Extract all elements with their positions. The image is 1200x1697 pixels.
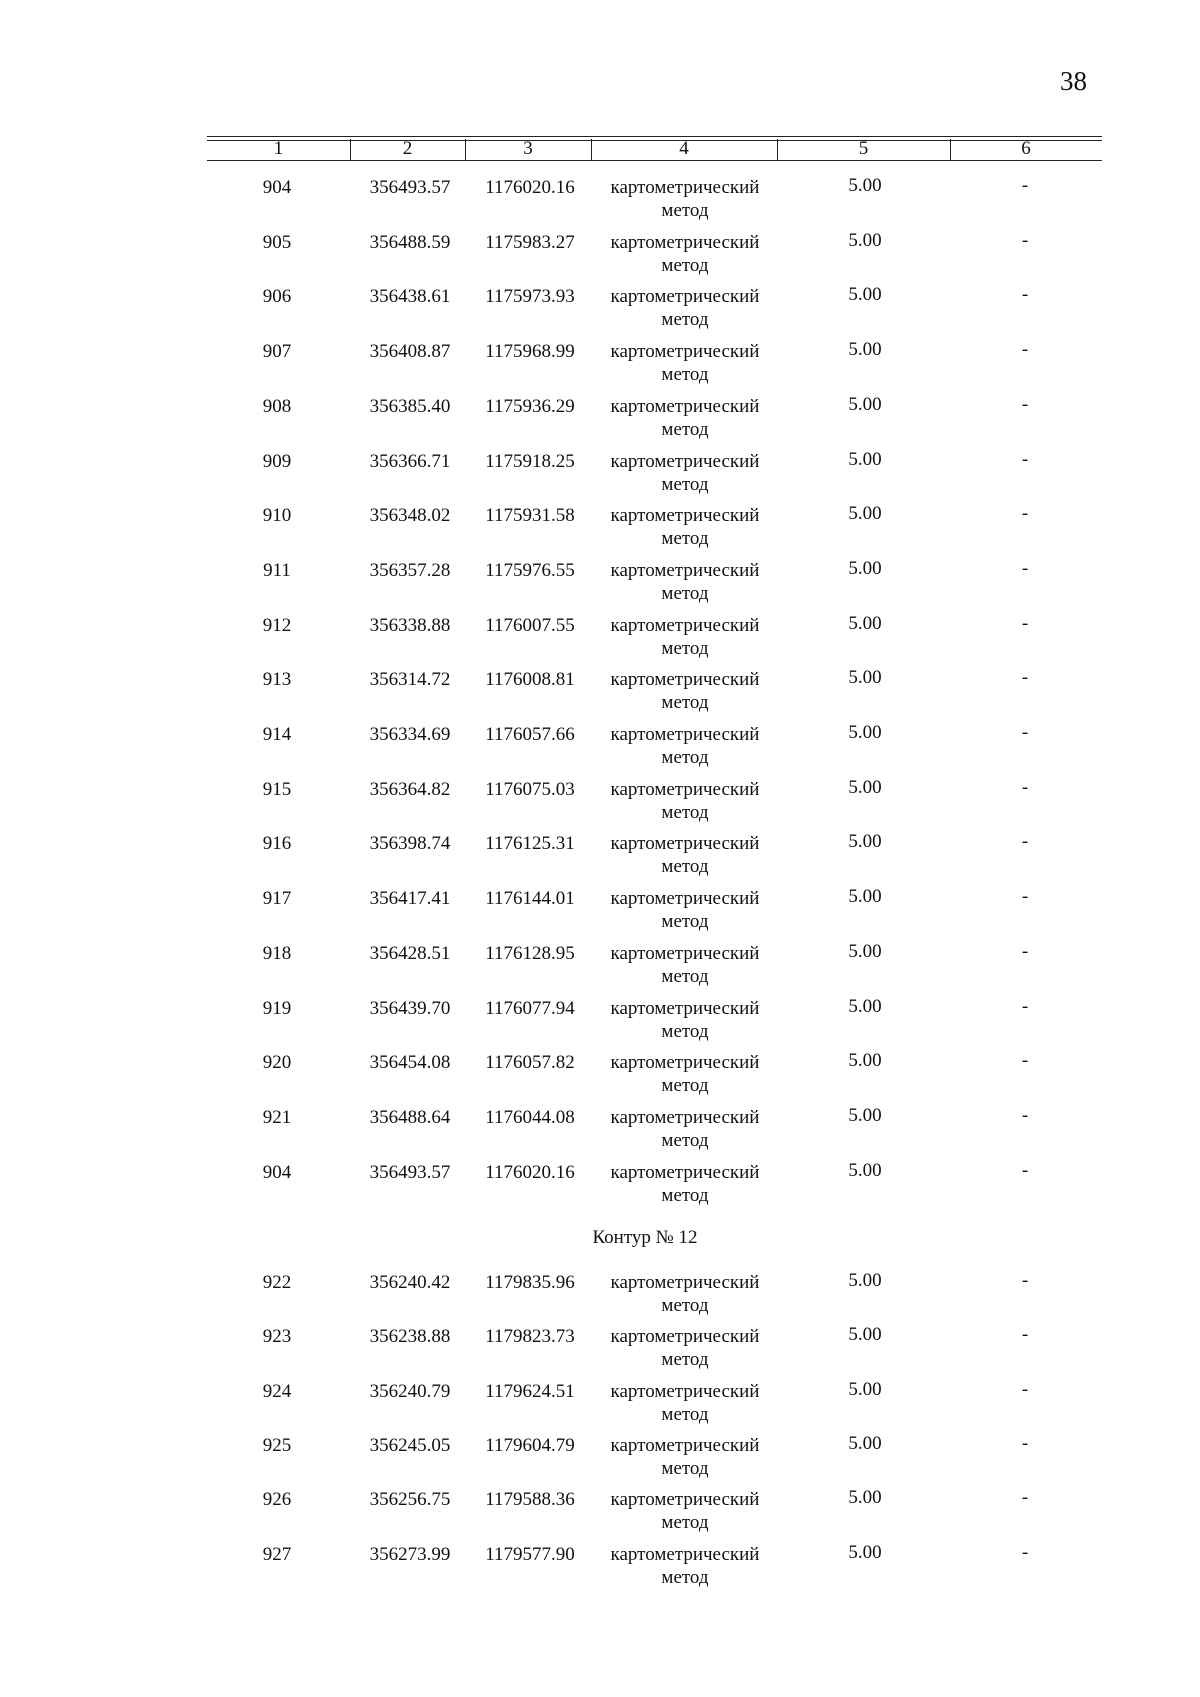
method-cell (595, 1380, 775, 1426)
method-line-2: метод (661, 692, 709, 714)
coordinate-x: 356238.88 (369, 1326, 451, 1348)
accuracy-value: 5.00 (848, 175, 882, 196)
method-line-1: картометрический (610, 997, 760, 1019)
accuracy-value: 5.00 (848, 393, 882, 415)
description-value: - (1021, 1324, 1029, 1346)
coordinate-x: 356273.99 (369, 1543, 451, 1565)
accuracy-value: 5.00 (848, 1324, 882, 1346)
coordinate-y: 1176125.31 (485, 833, 575, 855)
header-col-2: 2 (402, 138, 413, 159)
coordinate-y: 1176077.94 (485, 997, 575, 1019)
description-value: - (1021, 1270, 1029, 1291)
accuracy-value: 5.00 (848, 1104, 882, 1126)
method-cell (595, 723, 775, 769)
coordinate-x: 356439.70 (369, 997, 451, 1019)
table-row (0, 942, 1200, 994)
accuracy-value: 5.00 (848, 1050, 882, 1072)
page-number: 38 (1060, 66, 1087, 96)
method-line-2: метод (661, 418, 709, 440)
method-cell (595, 504, 775, 550)
coordinate-x: 356488.64 (369, 1106, 451, 1128)
method-line-1: картометрический (610, 1272, 760, 1293)
coordinate-y: 1179835.96 (485, 1272, 575, 1293)
accuracy-value: 5.00 (848, 1270, 882, 1291)
table-row (0, 614, 1200, 666)
coordinate-x: 356428.51 (369, 942, 451, 964)
point-number: 906 (262, 286, 292, 308)
method-line-2: метод (661, 254, 709, 276)
method-line-2: метод (661, 582, 709, 604)
coordinate-x: 356314.72 (369, 669, 451, 691)
coordinate-y: 1175976.55 (485, 559, 575, 581)
point-number: 922 (262, 1272, 292, 1293)
method-line-2: метод (661, 965, 709, 987)
point-number: 915 (262, 778, 292, 800)
method-cell (595, 231, 775, 277)
method-cell (595, 887, 775, 933)
method-cell (595, 285, 775, 331)
accuracy-value: 5.00 (848, 667, 882, 689)
table-row (0, 723, 1200, 775)
method-line-2: метод (661, 528, 709, 550)
section-title-contour-12: Контур № 12 (592, 1227, 698, 1248)
method-line-2: метод (661, 801, 709, 823)
table-row (0, 285, 1200, 337)
coordinate-x: 356417.41 (369, 888, 451, 910)
method-line-2: метод (661, 1349, 709, 1371)
method-line-2: метод (661, 1457, 709, 1479)
coordinate-x: 356493.57 (369, 1161, 451, 1183)
accuracy-value: 5.00 (848, 1159, 882, 1181)
accuracy-value: 5.00 (848, 722, 882, 743)
coordinate-x: 356493.57 (369, 177, 451, 198)
point-number: 916 (262, 833, 292, 855)
coordinate-x: 356240.79 (369, 1380, 451, 1402)
method-line-1: картометрический (610, 1326, 760, 1348)
table-row (0, 887, 1200, 939)
description-value: - (1021, 1050, 1029, 1072)
point-number: 924 (262, 1380, 292, 1402)
header-col-3: 3 (523, 138, 533, 159)
point-number: 919 (262, 997, 292, 1019)
point-number: 910 (262, 505, 292, 527)
accuracy-value: 5.00 (848, 1541, 882, 1563)
description-value: - (1021, 175, 1029, 196)
method-line-1: картометрический (610, 1052, 760, 1074)
description-value: - (1021, 284, 1029, 306)
coordinate-y: 1175931.58 (485, 505, 575, 527)
method-cell (595, 1325, 775, 1371)
description-value: - (1021, 667, 1029, 689)
method-line-2: метод (661, 1184, 709, 1206)
method-line-1: картометрический (610, 669, 760, 691)
method-line-1: картометрический (610, 395, 760, 417)
description-value: - (1021, 1432, 1029, 1454)
method-line-2: метод (661, 200, 709, 221)
method-line-2: метод (661, 747, 709, 768)
coordinate-y: 1176128.95 (485, 942, 575, 964)
description-value: - (1021, 339, 1029, 361)
header-col-6: 6 (1021, 138, 1031, 159)
header-col-1: 1 (273, 138, 284, 159)
coordinate-y: 1176020.16 (485, 1161, 575, 1183)
method-cell (595, 395, 775, 441)
coordinate-y: 1176057.66 (485, 724, 575, 745)
method-line-2: метод (661, 856, 709, 878)
description-value: - (1021, 503, 1029, 525)
point-number: 927 (262, 1543, 292, 1565)
method-line-1: картометрический (610, 614, 760, 636)
coordinate-y: 1175918.25 (485, 450, 575, 472)
description-value: - (1021, 612, 1029, 634)
method-line-1: картометрический (610, 1489, 760, 1511)
method-cell (595, 832, 775, 878)
point-number: 907 (262, 341, 292, 363)
accuracy-value: 5.00 (848, 503, 882, 525)
accuracy-value: 5.00 (848, 776, 882, 798)
method-line-2: метод (661, 637, 709, 659)
accuracy-value: 5.00 (848, 557, 882, 579)
accuracy-value: 5.00 (848, 229, 882, 251)
header-col-5: 5 (858, 138, 869, 159)
description-value: - (1021, 1541, 1029, 1563)
accuracy-value: 5.00 (848, 448, 882, 470)
coordinate-y: 1176057.82 (485, 1052, 575, 1074)
coordinate-y: 1176044.08 (485, 1106, 575, 1128)
table-row (0, 559, 1200, 611)
coordinate-x: 356366.71 (369, 450, 451, 472)
point-number: 923 (262, 1326, 292, 1348)
coordinate-x: 356385.40 (369, 395, 451, 417)
accuracy-value: 5.00 (848, 284, 882, 306)
accuracy-value: 5.00 (848, 612, 882, 634)
table-row (0, 1325, 1200, 1377)
method-line-2: метод (661, 1020, 709, 1042)
point-number: 925 (262, 1434, 292, 1456)
coordinate-y: 1176007.55 (485, 614, 575, 636)
table-row (0, 997, 1200, 1049)
point-number: 904 (262, 1161, 292, 1183)
coordinate-x: 356438.61 (369, 286, 451, 308)
table-row (0, 1488, 1200, 1540)
point-number: 926 (262, 1489, 292, 1511)
method-cell (595, 1051, 775, 1097)
method-line-1: картометрический (610, 888, 760, 910)
description-value: - (1021, 1487, 1029, 1509)
method-line-2: метод (661, 1512, 709, 1534)
coordinate-x: 356364.82 (369, 778, 451, 800)
coordinate-x: 356454.08 (369, 1052, 451, 1074)
coordinate-y: 1176075.03 (485, 778, 575, 800)
table-row (0, 668, 1200, 720)
description-value: - (1021, 831, 1029, 853)
point-number: 904 (262, 177, 292, 198)
table-row (0, 1543, 1200, 1595)
method-line-1: картометрический (610, 177, 760, 198)
method-line-1: картометрический (610, 231, 760, 253)
accuracy-value: 5.00 (848, 1378, 882, 1400)
method-cell (595, 997, 775, 1043)
table-row (0, 231, 1200, 283)
coordinate-y: 1176020.16 (485, 177, 575, 198)
method-cell (595, 614, 775, 660)
table-row (0, 176, 1200, 228)
point-number: 908 (262, 395, 292, 417)
point-number: 920 (262, 1052, 292, 1074)
description-value: - (1021, 448, 1029, 470)
coordinate-y: 1175983.27 (485, 231, 575, 253)
method-line-1: картометрический (610, 942, 760, 964)
coordinate-y: 1176144.01 (485, 888, 575, 910)
method-line-2: метод (661, 1566, 709, 1588)
method-line-2: метод (661, 1403, 709, 1425)
method-line-1: картометрический (610, 286, 760, 308)
coordinate-y: 1175936.29 (485, 395, 575, 417)
table-row (0, 504, 1200, 556)
point-number: 909 (262, 450, 292, 472)
description-value: - (1021, 940, 1029, 962)
method-line-2: метод (661, 309, 709, 331)
method-cell (595, 340, 775, 386)
coordinate-y: 1179604.79 (485, 1434, 575, 1456)
point-number: 913 (262, 669, 292, 691)
description-value: - (1021, 1104, 1029, 1126)
table-row (0, 832, 1200, 884)
accuracy-value: 5.00 (848, 940, 882, 962)
method-line-1: картометрический (610, 724, 760, 745)
accuracy-value: 5.00 (848, 831, 882, 853)
description-value: - (1021, 776, 1029, 798)
coordinate-x: 356348.02 (369, 505, 451, 527)
coordinate-x: 356338.88 (369, 614, 451, 636)
table-header (207, 136, 1102, 162)
table-row (0, 1434, 1200, 1486)
method-line-1: картометрический (610, 1434, 760, 1456)
coordinate-y: 1176008.81 (485, 669, 575, 691)
method-cell (595, 559, 775, 605)
table-row (0, 778, 1200, 830)
coordinate-x: 356256.75 (369, 1489, 451, 1511)
method-line-1: картометрический (610, 505, 760, 527)
method-line-2: метод (661, 473, 709, 495)
method-line-2: метод (661, 911, 709, 933)
method-cell (595, 1271, 775, 1317)
method-cell (595, 1488, 775, 1534)
description-value: - (1021, 886, 1029, 908)
method-line-2: метод (661, 1075, 709, 1097)
method-cell (595, 1543, 775, 1589)
method-line-1: картометрический (610, 341, 760, 363)
table-row (0, 1106, 1200, 1158)
description-value: - (1021, 557, 1029, 579)
coordinate-y: 1179624.51 (485, 1380, 575, 1402)
method-cell (595, 1434, 775, 1480)
point-number: 921 (262, 1106, 292, 1128)
method-line-1: картометрический (610, 1380, 760, 1402)
point-number: 917 (262, 888, 292, 910)
coordinate-x: 356488.59 (369, 231, 451, 253)
point-number: 914 (262, 724, 292, 745)
point-number: 905 (262, 231, 292, 253)
method-cell (595, 668, 775, 714)
method-cell (595, 176, 775, 222)
coordinate-x: 356408.87 (369, 341, 451, 363)
method-line-2: метод (661, 1295, 709, 1316)
point-number: 911 (263, 559, 291, 581)
header-bottom-rule (207, 160, 1102, 161)
description-value: - (1021, 995, 1029, 1017)
method-line-2: метод (661, 364, 709, 386)
method-cell (595, 450, 775, 496)
table-row (0, 395, 1200, 447)
point-number: 912 (262, 614, 292, 636)
description-value: - (1021, 722, 1029, 743)
coordinate-x: 356398.74 (369, 833, 451, 855)
method-line-1: картометрический (610, 450, 760, 472)
coordinate-x: 356240.42 (369, 1272, 451, 1293)
method-line-1: картометрический (610, 1161, 760, 1183)
description-value: - (1021, 1378, 1029, 1400)
coordinate-x: 356357.28 (369, 559, 451, 581)
point-number: 918 (262, 942, 292, 964)
method-cell (595, 1106, 775, 1152)
header-top-rule (207, 136, 1102, 137)
description-value: - (1021, 393, 1029, 415)
coordinate-y: 1175968.99 (485, 341, 575, 363)
accuracy-value: 5.00 (848, 886, 882, 908)
coordinate-y: 1179577.90 (485, 1543, 575, 1565)
table-row (0, 340, 1200, 392)
table-row (0, 1271, 1200, 1323)
coordinate-y: 1179588.36 (485, 1489, 575, 1511)
coordinate-x: 356245.05 (369, 1434, 451, 1456)
table-row (0, 450, 1200, 502)
method-cell (595, 942, 775, 988)
description-value: - (1021, 229, 1029, 251)
method-line-1: картометрический (610, 1543, 760, 1565)
method-line-1: картометрический (610, 833, 760, 855)
coordinate-y: 1175973.93 (485, 286, 575, 308)
method-cell (595, 1161, 775, 1207)
method-cell (595, 778, 775, 824)
table-row (0, 1380, 1200, 1432)
coordinate-y: 1179823.73 (485, 1326, 575, 1348)
accuracy-value: 5.00 (848, 1432, 882, 1454)
description-value: - (1021, 1159, 1029, 1181)
method-line-1: картометрический (610, 559, 760, 581)
method-line-1: картометрический (610, 1106, 760, 1128)
method-line-2: метод (661, 1129, 709, 1151)
accuracy-value: 5.00 (848, 339, 882, 361)
header-col-4: 4 (679, 138, 689, 159)
accuracy-value: 5.00 (848, 1487, 882, 1509)
table-row (0, 1161, 1200, 1213)
method-line-1: картометрический (610, 778, 760, 800)
coordinate-x: 356334.69 (369, 724, 451, 745)
accuracy-value: 5.00 (848, 995, 882, 1017)
table-row (0, 1051, 1200, 1103)
